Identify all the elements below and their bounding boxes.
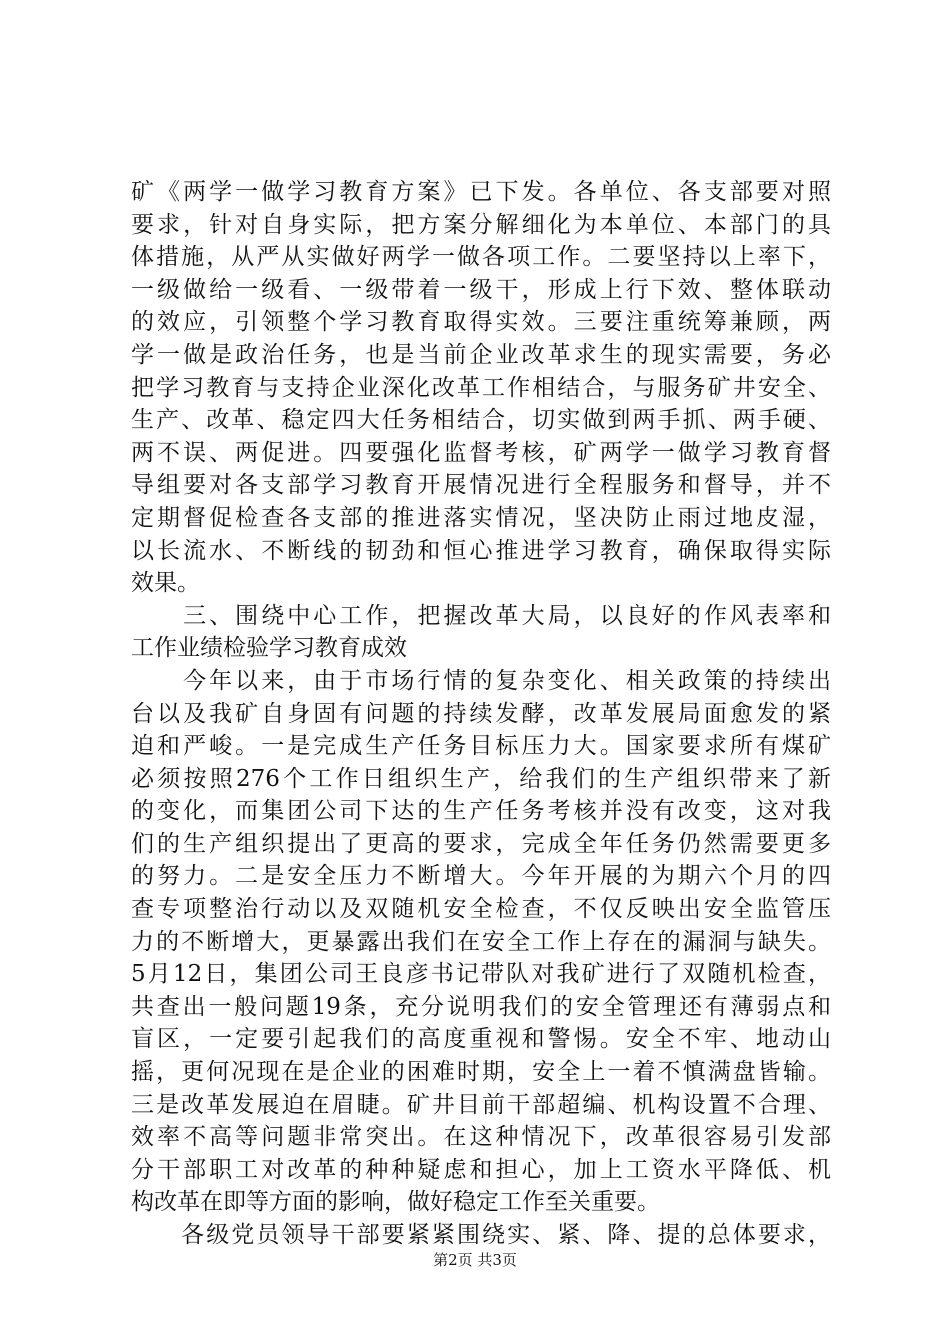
text-line: 两不误、两促进。四要强化监督考核，矿两学一做学习教育督 — [131, 439, 831, 466]
text-line: 们的生产组织提出了更高的要求，完成全年任务仍然需要更多 — [131, 830, 831, 857]
text-line: 学一做是政治任务，也是当前企业改革求生的现实需要，务必 — [131, 341, 831, 368]
text-line: 一级做给一级看、一级带着一级干，形成上行下效、整体联动 — [131, 276, 831, 303]
text-line: 查专项整治行动以及双随机安全检查，不仅反映出安全监管压 — [131, 896, 831, 923]
text-line: 必须按照276个工作日组织生产，给我们的生产组织带来了新 — [131, 765, 831, 792]
text-line: 要求，针对自身实际，把方案分解细化为本单位、本部门的具 — [131, 211, 831, 238]
body-text — [131, 176, 831, 1252]
text-line: 效果。 — [131, 570, 200, 597]
text-line: 以长流水、不断线的韧劲和恒心推进学习教育，确保取得实际 — [131, 537, 831, 564]
text-line: 的变化，而集团公司下达的生产任务考核并没有改变，这对我 — [131, 798, 831, 825]
text-line: 生产、改革、稳定四大任务相结合，切实做到两手抓、两手硬、 — [131, 407, 831, 434]
text-line: 今年以来，由于市场行情的复杂变化、相关政策的持续出 — [131, 667, 831, 694]
page-number-footer: 第2页 共3页 — [433, 1251, 517, 1269]
text-line: 盲区，一定要引起我们的高度重视和警惕。安全不牢、地动山 — [131, 1026, 831, 1053]
text-line: 台以及我矿自身固有问题的持续发酵，改革发展局面愈发的紧 — [131, 700, 831, 727]
section-heading-line: 三、围绕中心工作，把握改革大局，以良好的作风表率和 — [131, 602, 831, 629]
text-line: 构改革在即等方面的影响，做好稳定工作至关重要。 — [131, 1189, 660, 1216]
text-line: 的效应，引领整个学习教育取得实效。三要注重统筹兼顾，两 — [131, 309, 831, 336]
text-line: 体措施，从严从实做好两学一做各项工作。二要坚持以上率下， — [131, 244, 831, 271]
text-line: 三是改革发展迫在眉睫。矿井目前干部超编、机构设置不合理、 — [131, 1091, 831, 1118]
text-line: 力的不断增大，更暴露出我们在安全工作上存在的漏洞与缺失。 — [131, 928, 831, 955]
text-line: 5月12日，集团公司王良彦书记带队对我矿进行了双随机检查， — [131, 961, 831, 988]
text-line: 迫和严峻。一是完成生产任务目标压力大。国家要求所有煤矿 — [131, 733, 831, 760]
text-line: 把学习教育与支持企业深化改革工作相结合，与服务矿井安全、 — [131, 374, 831, 401]
text-line: 各级党员领导干部要紧紧围绕实、紧、降、提的总体要求， — [131, 1222, 831, 1248]
text-line: 分干部职工对改革的种种疑虑和担心，加上工资水平降低、机 — [131, 1156, 831, 1183]
text-line: 效率不高等问题非常突出。在这种情况下，改革很容易引发部 — [131, 1124, 831, 1151]
text-line: 导组要对各支部学习教育开展情况进行全程服务和督导，并不 — [131, 472, 831, 499]
text-line: 定期督促检查各支部的推进落实情况，坚决防止雨过地皮湿， — [131, 504, 831, 531]
text-line: 的努力。二是安全压力不断增大。今年开展的为期六个月的四 — [131, 863, 831, 890]
text-line: 共查出一般问题19条，充分说明我们的安全管理还有薄弱点和 — [131, 993, 831, 1020]
text-line: 摇，更何况现在是企业的困难时期，安全上一着不慎满盘皆输。 — [131, 1059, 831, 1086]
section-heading-line: 工作业绩检验学习教育成效 — [131, 635, 407, 662]
text-line: 矿《两学一做学习教育方案》已下发。各单位、各支部要对照 — [131, 179, 831, 205]
